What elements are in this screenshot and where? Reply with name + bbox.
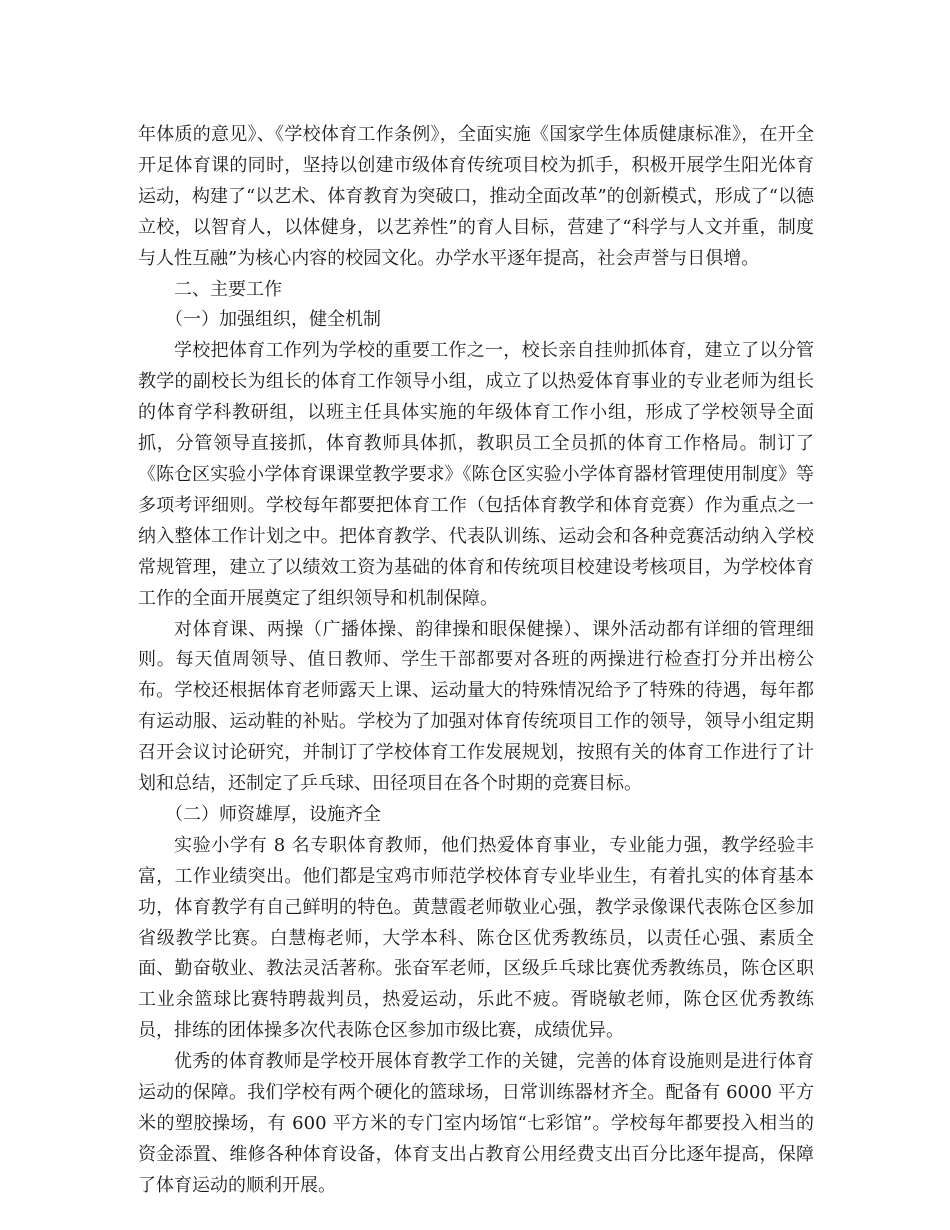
paragraph-intro: 年体质的意见》、《学校体育工作条例》，全面实施《国家学生体质健康标准》，在开全开足体育课的同时，坚持以创建市级体育传统项目校为抓手，积极开展学生阳光体育运动，构建了“以艺术、体育教育为突破口，推动全面改革”的创新模式，形成了“以德立校，以智育人，以体健身，以艺养性”的育人目标，营建了“科学与人文并重，制度与人性互融”为核心内容的校园文化。办学水平逐年提高，社会声誉与日俱增。 [138,124,814,269]
paragraph-teachers: 实验小学有 8 名专职体育教师，他们热爱体育事业，专业能力强，教学经验丰富，工作业绩突出。他们都是宝鸡市师范学校体育专业毕业生，有着扎实的体育基本功，体育教学有自己鲜明的特色。黄慧霞老师敬业心强，教学录像课代表陈仓区参加省级教学比赛。白慧梅老师，大学本科、陈仓区优秀教练员，以责任心强、素质全面、勤奋敬业、教法灵活著称。张奋军老师，区级乒乓球比赛优秀教练员，陈仓区职工业余篮球比赛特聘裁判员，热爱运动，乐此不疲。胥晓敏老师，陈仓区优秀教练员，排练的团体操多次代表陈仓区参加市级比赛，成绩优异。 [138,834,814,1042]
paragraph-organization: 学校把体育工作列为学校的重要工作之一，校长亲自挂帅抓体育，建立了以分管教学的副校长为组长的体育工作领导小组，成立了以热爱体育事业的专业老师为组长的体育学科教研组，以班主任具体实施的年级体育工作小组，形成了学校领导全面抓，分管领导直接抓，体育教师具体抓，教职员工全员抓的体育工作格局。制订了《陈仓区实验小学体育课课堂教学要求》《陈仓区实验小学体育器材管理使用制度》等多项考评细则。学校每年都要把体育工作（包括体育教学和体育竞赛）作为重点之一纳入整体工作计划之中。把体育教学、代表队训练、运动会和各种竞赛活动纳入学校常规管理，建立了以绩效工资为基础的体育和传统项目校建设考核项目，为学校体育工作的全面开展奠定了组织领导和机制保障。 [138,340,814,609]
paragraph-facilities: 优秀的体育教师是学校开展体育教学工作的关键，完善的体育设施则是进行体育运动的保障。我们学校有两个硬化的篮球场，日常训练器材齐全。配备有 6000 平方米的塑胶操场，有 600 平方米的专门室内场馆“七彩馆”。学校每年都要投入相当的资金添置、维修各种体育设备，体育支出占教育公用经费支出百分比逐年提高，保障了体育运动的顺利开展。 [138,1051,814,1196]
subsection-heading-organization: （一）加强组织，健全机制 [165,309,381,331]
document-page [138,120,814,1202]
paragraph-management: 对体育课、两操（广播体操、韵律操和眼保健操）、课外活动都有详细的管理细则。每天值周领导、值日教师、学生干部都要对各班的两操进行检查打分并出榜公布。学校还根据体育老师露天上课、运动量大的特殊情况给予了特殊的待遇，每年都有运动服、运动鞋的补贴。学校为了加强对体育传统项目工作的领导，领导小组定期召开会议讨论研究，并制订了学校体育工作发展规划，按照有关的体育工作进行了计划和总结，还制定了乒乓球、田径项目在各个时期的竞赛目标。 [138,618,814,795]
subsection-heading-teachers: （二）师资雄厚，设施齐全 [165,803,381,825]
section-heading-main-work: 二、主要工作 [174,278,282,300]
